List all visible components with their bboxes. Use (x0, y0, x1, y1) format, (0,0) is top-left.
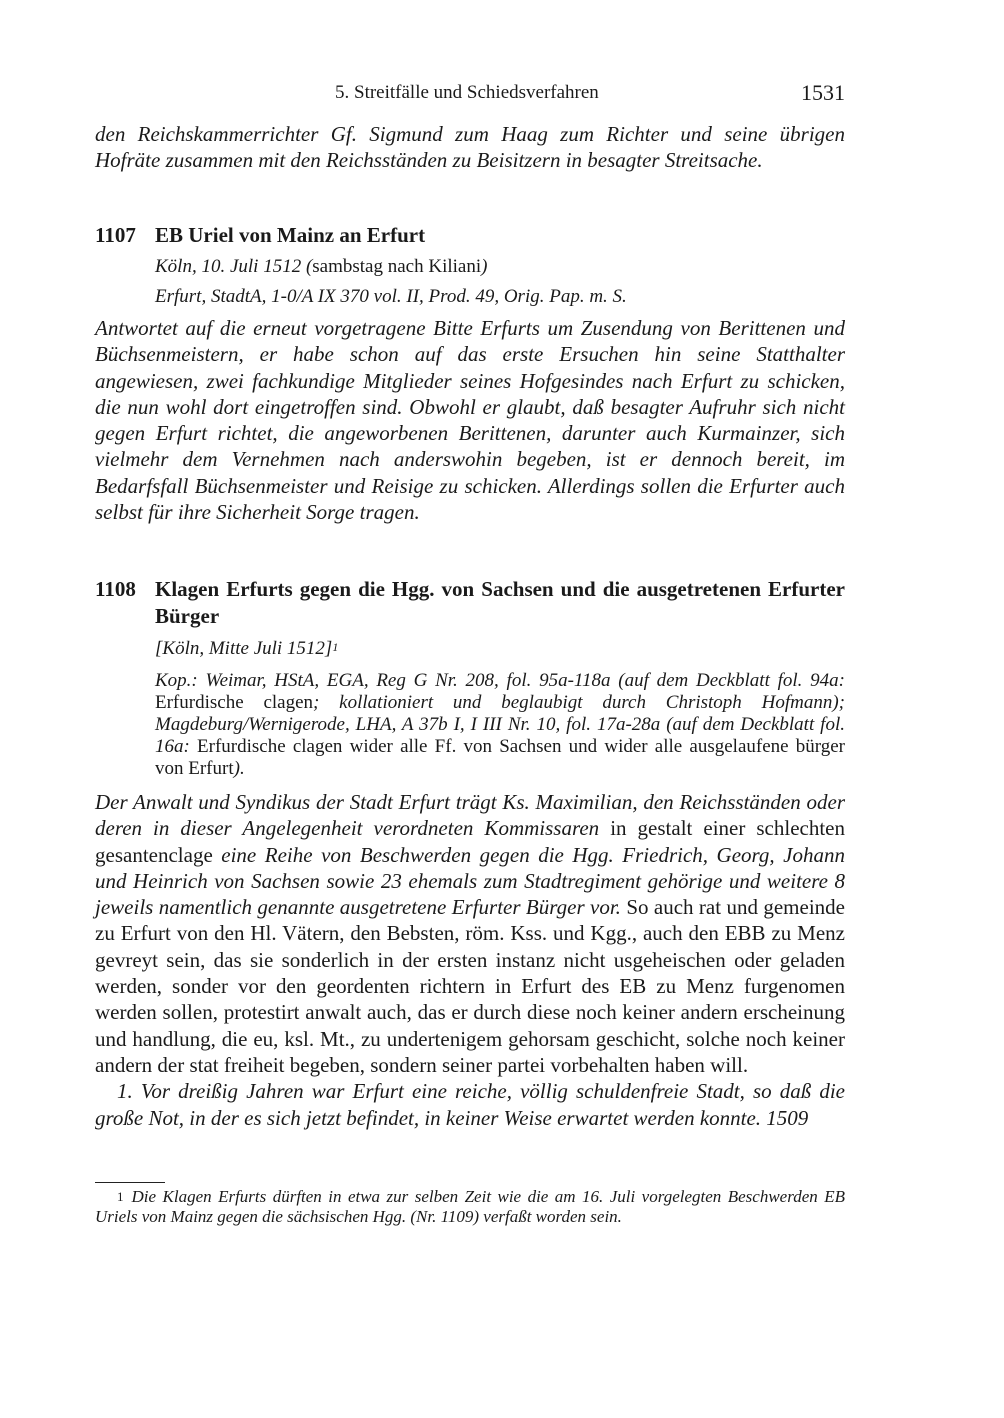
entry-title: Klagen Erfurts gegen die Hgg. von Sachsen und die ausgetretenen Erfurter Bürger (155, 577, 845, 628)
footnote-number: 1 (117, 1189, 124, 1204)
entry-heading (95, 222, 845, 249)
running-header (95, 80, 845, 106)
body-abstract: Der Anwalt und Syndikus der Stadt Erfurt trägt Ks. Maximilian, den Reichsständen oder deren in dieser Angelegenheit verordneten Kommissaren (95, 790, 845, 841)
date-original: sambstag nach Kiliani (312, 256, 482, 277)
entry-date (95, 638, 845, 660)
source-text: Kop.: Weimar, HStA, EGA, Reg G Nr. 208, fol. 95a-118a (auf dem Deckblatt fol. 94a: (155, 670, 845, 691)
page-number: 1531 (801, 80, 845, 105)
source-text: ). (233, 758, 245, 779)
body-quote: in gestalt einer schlechten gesantenclage (95, 816, 846, 867)
source-quote: Erfurdische clagen (155, 692, 314, 713)
entry-number: 1108 (95, 577, 136, 601)
date-text: [Köln, Mitte Juli 1512] (155, 638, 333, 659)
entry-body-point-1: 1. Vor dreißig Jahren war Erfurt eine reiche, völlig schuldenfreie Stadt, so daß die große Not, in der es sich jetzt befindet, in keiner Weise erwartet werden konnte. 1509 (95, 1079, 845, 1130)
body-abstract: eine Reihe von Beschwerden gegen die Hgg. Friedrich, Georg, Johann und Heinrich von Sachsen sowie 23 ehemals zum Stadtregiment gehörige und weitere 8 jeweils namentlich genannte ausgetretene Erfurter Bürger vor. (95, 842, 845, 920)
footnote-ref: 1 (332, 640, 339, 654)
entry-abstract: Antwortet auf die erneut vorgetragene Bitte Erfurts um Zusendung von Berittenen und Büchsenmeistern, er habe schon auf das erste Ersuchen hin seine Statthalter angewiesen, zwei fachkundige Mitglieder seines Hofgesindes nach Erfurt zu schicken, die nun wohl dort eingetroffen sind. Obwohl er glaubt, daß besagter Aufruhr sich nicht gegen Erfurt richtet, die angeworbenen Berittenen, darunter auch Kurmainzer, sich vielmehr dem Vernehmen nach anderswohin begeben, ist er dennoch bereit, im Bedarfsfall Büchsenmeister und Reisige zu schicken. Allerdings sollen die Erfurter auch selbst für ihre Sicherheit Sorge tragen. (95, 316, 845, 525)
entry-date (95, 256, 845, 278)
date-text: Köln, 10. Juli 1512 ( (155, 256, 313, 277)
running-title: 5. Streitfälle und Schiedsverfahren (335, 82, 599, 103)
body-quote: So auch rat und gemeinde zu Erfurt von den Hl. Vätern, den Bebsten, röm. Kss. und Kgg., auch den EBB zu Menz gevreyt sein, das sie sonderlich in der ersten instanz nicht usgeheischen oder geladen werden, sonder vor den geordenten richtern in Erfurt des EB zu Menz furgenomen werden sollen, protestirt anwalt auch, das er durch diese noch keiner andern erscheinung und handlung, die eu, ksl. Mt., zu undertenigem gehorsam geschicht, solche noch keiner andern der stat freiheit begeben, sondern seiner partei vorbehalten haben will. (95, 895, 845, 1077)
date-close: ) (481, 256, 488, 277)
entry-number: 1107 (95, 223, 136, 247)
intro-paragraph: den Reichskammerrichter Gf. Sigmund zum Haag zum Richter und seine übrigen Hofräte zusammen mit den Reichsständen zu Beisitzern in besagter Streitsache. (95, 122, 845, 173)
entry-source: Erfurt, StadtA, 1-0/A IX 370 vol. II, Prod. 49, Orig. Pap. m. S. (155, 286, 627, 307)
entry-sources (95, 670, 845, 780)
footnote (95, 1187, 845, 1226)
entry-title: EB Uriel von Mainz an Erfurt (155, 223, 426, 247)
entry-1107 (95, 222, 845, 525)
source-quote: Erfurdische clagen wider alle Ff. von Sachsen und wider alle ausgelaufene bürger von Erfurt (155, 736, 846, 779)
footnote-text: Die Klagen Erfurts dürften in etwa zur selben Zeit wie die am 16. Juli vorgelegten Beschwerden EB Uriels von Mainz gegen die sächsischen Hgg. (Nr. 1109) verfaßt worden sein. (95, 1187, 845, 1226)
source-text: ; kollationiert und beglaubigt durch Christoph Hofmann); Magdeburg/Wernigerode, LHA, A 37b I, I III Nr. 10, fol. 17a-28a (auf dem Deckblatt fol. 16a: (155, 692, 845, 757)
entry-1108 (95, 576, 845, 1131)
footnote-divider (95, 1182, 165, 1183)
entry-body (95, 789, 845, 1078)
entry-heading (95, 576, 845, 630)
